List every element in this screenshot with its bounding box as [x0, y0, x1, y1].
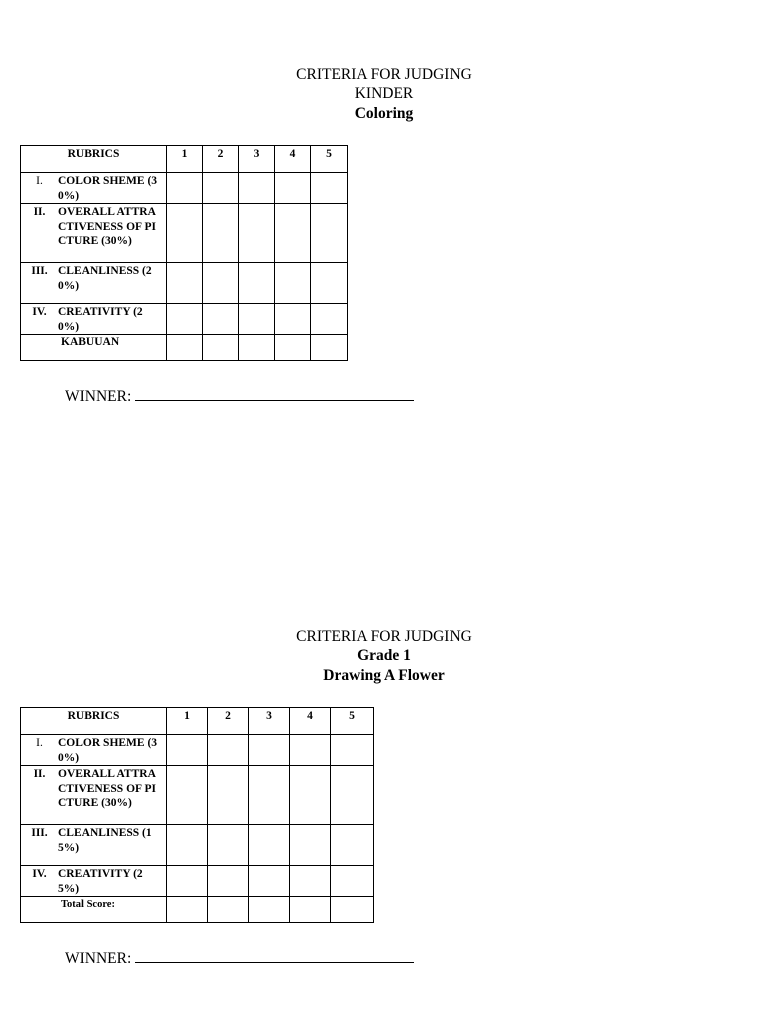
total-label: KABUUAN [61, 336, 120, 349]
score-cell[interactable] [331, 825, 374, 866]
score-cell[interactable] [203, 204, 239, 263]
criterion-number: IV. [32, 306, 47, 319]
criterion-cell [21, 204, 167, 263]
criterion-label: CREATIVITY (25%) [58, 868, 143, 895]
rubric-table [20, 707, 374, 923]
table-row [21, 825, 374, 866]
table-row [21, 866, 374, 897]
score-cell[interactable] [239, 263, 275, 304]
score-cell[interactable] [167, 335, 203, 361]
contest-category: Drawing A Flower [323, 667, 445, 684]
criterion-label: OVERALL ATTRACTIVENESS OF PICTURE (30%) [58, 206, 156, 248]
rubric-table [20, 145, 348, 361]
criterion-cell [21, 766, 167, 825]
total-row [21, 335, 348, 361]
table-row [21, 766, 374, 825]
criterion-cell [21, 173, 167, 204]
table-row [21, 173, 348, 204]
score-cell[interactable] [331, 735, 374, 766]
score-header-4: 4 [275, 146, 311, 173]
criterion-cell [21, 735, 167, 766]
score-cell[interactable] [167, 825, 208, 866]
criterion-cell [21, 825, 167, 866]
score-cell[interactable] [203, 335, 239, 361]
table-header-row [21, 146, 348, 173]
winner-label: WINNER: [65, 950, 132, 967]
score-cell[interactable] [167, 766, 208, 825]
grade-level: Grade 1 [357, 647, 411, 664]
score-cell[interactable] [208, 735, 249, 766]
score-header-5: 5 [331, 708, 374, 735]
criterion-label: COLOR SHEME (30%) [58, 737, 158, 764]
criterion-number: IV. [32, 868, 47, 881]
score-cell[interactable] [331, 866, 374, 897]
score-cell[interactable] [275, 335, 311, 361]
score-cell[interactable] [167, 866, 208, 897]
criterion-label: OVERALL ATTRACTIVENESS OF PICTURE (30%) [58, 768, 156, 810]
criterion-cell [21, 263, 167, 304]
score-cell[interactable] [290, 897, 331, 923]
score-cell[interactable] [239, 304, 275, 335]
total-row [21, 897, 374, 923]
criterion-number: I. [36, 737, 43, 749]
score-cell[interactable] [290, 735, 331, 766]
score-cell[interactable] [275, 304, 311, 335]
score-cell[interactable] [208, 766, 249, 825]
score-header-1: 1 [167, 146, 203, 173]
score-header-2: 2 [203, 146, 239, 173]
score-cell[interactable] [203, 173, 239, 204]
criterion-number: II. [33, 768, 46, 781]
score-cell[interactable] [167, 735, 208, 766]
score-cell[interactable] [331, 766, 374, 825]
score-cell[interactable] [167, 204, 203, 263]
criterion-label: COLOR SHEME (30%) [58, 175, 158, 202]
score-cell[interactable] [290, 866, 331, 897]
score-cell[interactable] [275, 263, 311, 304]
score-header-5: 5 [311, 146, 348, 173]
criterion-label: CLEANLINESS (15%) [58, 827, 152, 854]
score-cell[interactable] [249, 735, 290, 766]
contest-category: Coloring [354, 105, 414, 122]
score-cell[interactable] [167, 263, 203, 304]
criterion-label: CLEANLINESS (20%) [58, 265, 152, 292]
score-cell[interactable] [290, 825, 331, 866]
table-row [21, 304, 348, 335]
score-cell[interactable] [311, 173, 348, 204]
score-header-3: 3 [249, 708, 290, 735]
score-header-4: 4 [290, 708, 331, 735]
section-title: CRITERIA FOR JUDGING [296, 66, 472, 83]
rubrics-header: RUBRICS [21, 146, 167, 173]
total-label-cell [21, 335, 167, 361]
score-cell[interactable] [249, 766, 290, 825]
score-cell[interactable] [290, 766, 331, 825]
score-cell[interactable] [208, 825, 249, 866]
score-header-1: 1 [167, 708, 208, 735]
criterion-number: II. [33, 206, 46, 219]
total-label: Total Score: [61, 899, 115, 911]
score-cell[interactable] [239, 335, 275, 361]
winner-field [65, 946, 414, 968]
criterion-cell [21, 304, 167, 335]
score-cell[interactable] [208, 897, 249, 923]
criterion-number: III. [31, 265, 48, 278]
section-title: CRITERIA FOR JUDGING [296, 628, 472, 645]
table-header-row [21, 708, 374, 735]
score-cell[interactable] [167, 897, 208, 923]
criterion-label: CREATIVITY (20%) [58, 306, 143, 333]
score-cell[interactable] [249, 825, 290, 866]
score-cell[interactable] [249, 897, 290, 923]
score-cell[interactable] [275, 173, 311, 204]
score-cell[interactable] [208, 866, 249, 897]
winner-field [65, 384, 414, 406]
table-row [21, 263, 348, 304]
score-cell[interactable] [311, 263, 348, 304]
criterion-cell [21, 866, 167, 897]
winner-blank-line[interactable] [135, 384, 414, 401]
score-cell[interactable] [203, 263, 239, 304]
score-cell[interactable] [239, 204, 275, 263]
score-header-2: 2 [208, 708, 249, 735]
score-cell[interactable] [249, 866, 290, 897]
score-cell[interactable] [203, 304, 239, 335]
score-header-3: 3 [239, 146, 275, 173]
criterion-number: III. [31, 827, 48, 840]
criterion-number: I. [36, 175, 43, 187]
score-cell[interactable] [275, 204, 311, 263]
score-cell[interactable] [239, 173, 275, 204]
grade-level: KINDER [354, 85, 414, 102]
score-cell[interactable] [311, 304, 348, 335]
score-cell[interactable] [167, 173, 203, 204]
score-cell[interactable] [331, 897, 374, 923]
winner-blank-line[interactable] [135, 946, 414, 963]
table-row [21, 735, 374, 766]
rubrics-header: RUBRICS [21, 708, 167, 735]
winner-label: WINNER: [65, 388, 132, 405]
score-cell[interactable] [311, 204, 348, 263]
score-cell[interactable] [311, 335, 348, 361]
table-row [21, 204, 348, 263]
score-cell[interactable] [167, 304, 203, 335]
total-label-cell [21, 897, 167, 923]
